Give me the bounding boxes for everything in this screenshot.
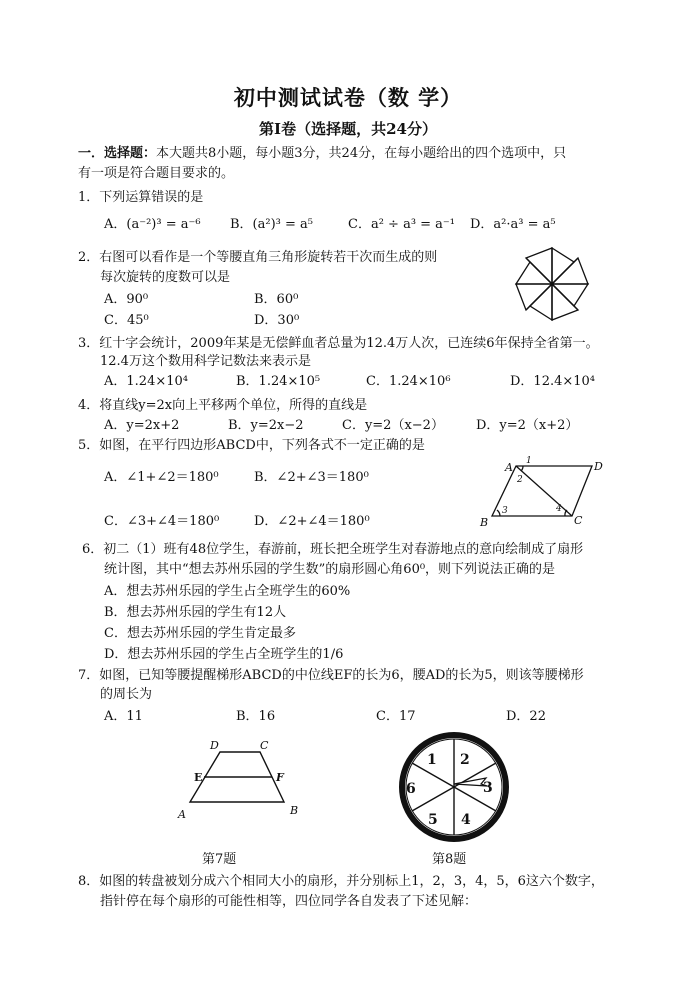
q2-option-b: B．60⁰ <box>254 292 299 307</box>
q4-option-a: A．y=2x+2 <box>104 418 180 433</box>
q3-option-a: A．1.24×10⁴ <box>104 374 188 389</box>
q5-option-b: B．∠2+∠3＝180⁰ <box>254 470 369 485</box>
q2-option-d: D．30⁰ <box>254 313 300 328</box>
fig5-label-d: D <box>594 460 603 473</box>
q1-option-c: C．a² ÷ a³ = a⁻¹ <box>348 217 456 232</box>
q2-stem-1: 2．右图可以看作是一个等腰直角三角形旋转若干次而生成的则 <box>78 250 438 265</box>
section-text-1: 本大题共8小题，每小题3分，共24分，在每小题给出的四个选项中，只 <box>156 146 567 161</box>
fig8-label-4: 4 <box>461 812 471 828</box>
section-label: 一．选择题： <box>78 146 157 161</box>
q1-stem: 1．下列运算错误的是 <box>78 190 204 205</box>
q6-option-d: D．想去苏州乐园的学生占全班学生的1/6 <box>104 647 344 662</box>
fig7-label-a: A <box>178 808 186 820</box>
fig7-label-b: B <box>290 804 299 817</box>
fig8-label-5: 5 <box>428 812 438 828</box>
q4-option-b: B．y=2x−2 <box>228 418 304 433</box>
q2-option-c: C．45⁰ <box>104 313 149 328</box>
trapezoid-figure <box>172 736 304 820</box>
q1-option-d: D．a²·a³ = a⁵ <box>470 217 556 232</box>
q2-option-a: A．90⁰ <box>104 292 149 307</box>
q5-option-c: C．∠3+∠4＝180⁰ <box>104 514 220 529</box>
q7-option-c: C．17 <box>376 709 416 724</box>
q7-option-b: B．16 <box>236 709 276 724</box>
spinner-figure <box>388 732 520 842</box>
q3-option-d: D．12.4×10⁴ <box>510 374 596 389</box>
q4-option-c: C．y=2（x−2） <box>342 418 444 433</box>
fig5-label-b: B <box>480 516 489 529</box>
q6-stem-1: 6．初二（1）班有48位学生，春游前，班长把全班学生对春游地点的意向绘制成了扇形 <box>82 542 584 557</box>
q7-caption: 第7题 <box>202 852 237 867</box>
q5-stem: 5．如图，在平行四边形ABCD中，下列各式不一定正确的是 <box>78 438 425 453</box>
q7-option-a: A．11 <box>104 709 143 724</box>
q3-option-b: B．1.24×10⁵ <box>236 374 321 389</box>
fig8-label-3: 3 <box>483 780 493 796</box>
q6-option-c: C．想去苏州乐园的学生肯定最多 <box>104 626 296 641</box>
fig7-label-d: D <box>210 739 219 752</box>
q7-stem-2: 的周长为 <box>100 687 153 702</box>
fig5-label-3: 3 <box>502 506 508 516</box>
fig8-label-2: 2 <box>460 752 470 768</box>
section-intro <box>78 142 566 161</box>
q3-option-c: C．1.24×10⁶ <box>366 374 451 389</box>
q3-stem-1: 3．红十字会统计，2009年某是无偿鲜血者总量为12.4万人次，已连续6年保持全省第一。 <box>78 336 599 351</box>
pinwheel-figure <box>514 246 590 322</box>
q5-option-a: A．∠1+∠2＝180⁰ <box>104 470 219 485</box>
fig7-label-f: F <box>276 771 284 784</box>
q4-option-d: D．y=2（x+2） <box>476 418 579 433</box>
fig5-label-c: C <box>574 514 583 527</box>
fig8-label-6: 6 <box>406 781 416 797</box>
q4-stem: 4．将直线y=2x向上平移两个单位，所得的直线是 <box>78 398 368 413</box>
q7-option-d: D．22 <box>506 709 546 724</box>
fig7-label-e: E <box>194 771 203 784</box>
q8-stem-1: 8．如图的转盘被划分成六个相同大小的扇形，并分别标上1，2，3，4，5，6这六个数字， <box>78 874 604 889</box>
q6-option-a: A．想去苏州乐园的学生占全班学生的60% <box>104 584 351 599</box>
q1-option-b: B．(a²)³ = a⁵ <box>230 217 313 232</box>
section-subtitle: 第Ⅰ卷（选择题，共24分） <box>259 120 437 138</box>
q5-option-d: D．∠2+∠4＝180⁰ <box>254 514 370 529</box>
fig5-label-2: 2 <box>517 475 523 485</box>
q6-stem-2: 统计图，其中“想去苏州乐园的学生数”的扇形圆心角60⁰，则下列说法正确的是 <box>104 562 556 577</box>
fig8-label-1: 1 <box>427 752 437 768</box>
q2-stem-2: 每次旋转的度数可以是 <box>100 270 231 285</box>
page-title: 初中测试试卷（数 学） <box>233 85 463 110</box>
q8-stem-2: 指针停在每个扇形的可能性相等，四位同学各自发表了下述见解： <box>100 894 478 909</box>
parallelogram-figure <box>474 444 610 530</box>
section-text-2: 有一项是符合题目要求的。 <box>78 166 235 181</box>
q1-option-a: A．(a⁻²)³ = a⁻⁶ <box>104 217 201 232</box>
fig7-label-c: C <box>260 739 269 752</box>
q6-option-b: B．想去苏州乐园的学生有12人 <box>104 605 287 620</box>
q3-stem-2: 12.4万这个数用科学记数法来表示是 <box>100 354 311 369</box>
q8-caption: 第8题 <box>432 852 467 867</box>
fig5-label-a: A <box>505 461 513 474</box>
fig5-label-1: 1 <box>526 456 532 466</box>
fig5-label-4: 4 <box>556 504 562 514</box>
q7-stem-1: 7．如图，已知等腰提醒梯形ABCD的中位线EF的长为6，腰AD的长为5，则该等腰梯形 <box>78 668 584 683</box>
